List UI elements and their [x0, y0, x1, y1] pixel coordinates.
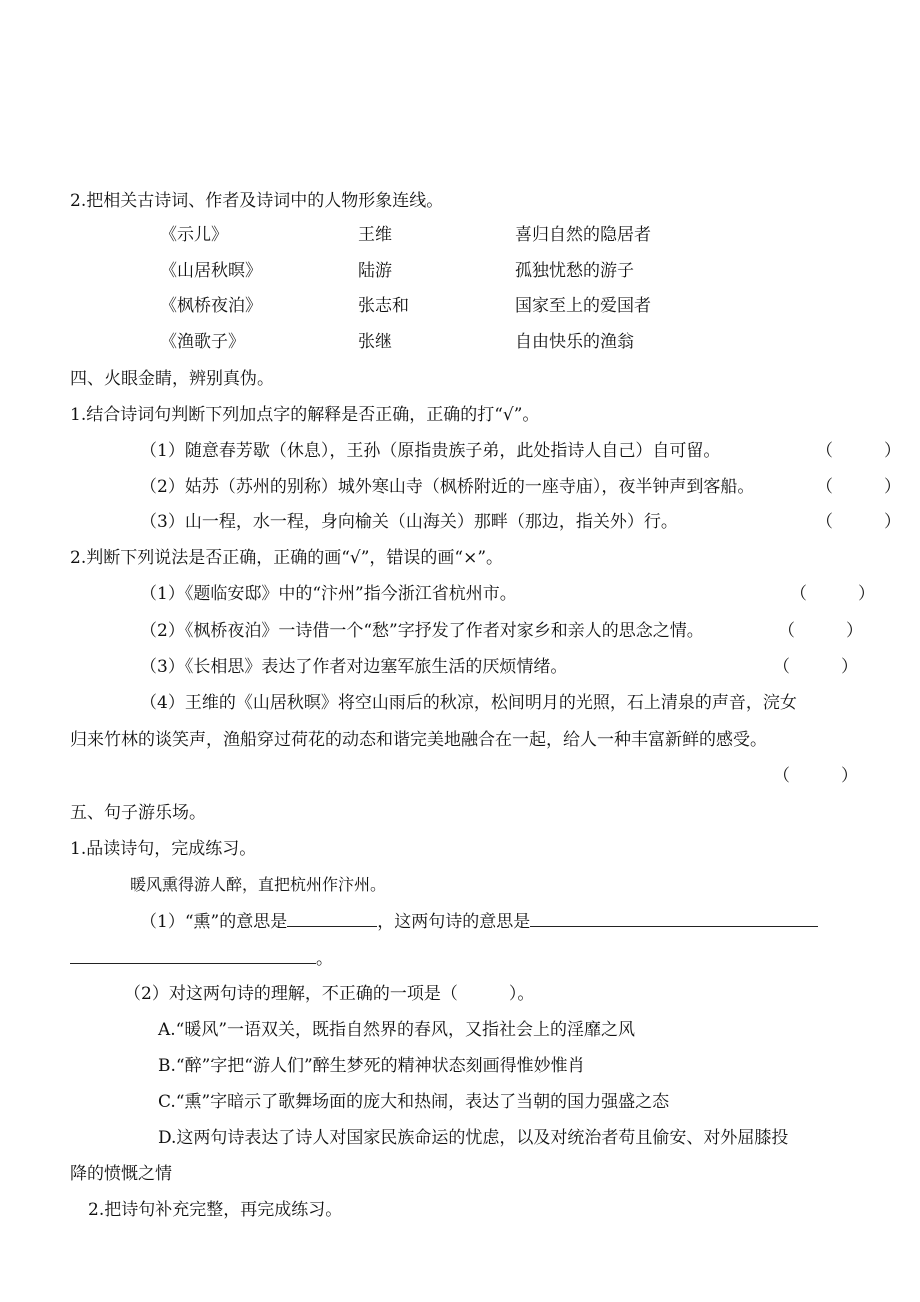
fill-prompt: （1）“熏”的意思是 — [140, 912, 288, 932]
fill-question-1 — [140, 910, 818, 933]
choice-option-c[interactable]: C.“熏”字暗示了歌舞场面的庞大和热闹，表达了当朝的国力强盛之态 — [158, 1092, 670, 1112]
choice-option-b[interactable]: B.“醉”字把“游人们”醉生梦死的精神状态刻画得惟妙惟肖 — [158, 1056, 585, 1076]
section4-heading: 四、火眼金睛，辨别真伪。 — [70, 369, 274, 389]
character-image: 孤独忧愁的游子 — [515, 261, 634, 281]
poem-title: 《枫桥夜泊》 — [160, 296, 262, 316]
poem-title: 《渔歌子》 — [160, 332, 245, 352]
character-image: 自由快乐的渔翁 — [515, 332, 634, 352]
choice-question: （2）对这两句诗的理解，不正确的一项是（ ）。 — [124, 984, 535, 1004]
judge-item: （1）随意春芳歇（休息），王孙（原指贵族子弟，此处指诗人自己）自可留。 — [140, 441, 721, 461]
answer-parentheses[interactable]: （ ） — [773, 766, 858, 786]
author-name: 王维 — [358, 225, 392, 245]
author-name: 陆游 — [358, 261, 392, 281]
fill-blank[interactable] — [70, 947, 316, 964]
fill-question-1-continued — [70, 947, 333, 970]
judge-statement: （3）《长相思》表达了作者对边塞军旅生活的厌烦情绪。 — [140, 657, 568, 677]
author-name: 张继 — [358, 332, 392, 352]
poem-quote: 暖风熏得游人醉，直把杭州作汴州。 — [130, 875, 387, 894]
choice-option-d-continued: 降的愤慨之情 — [70, 1164, 172, 1184]
fill-blank[interactable] — [287, 910, 377, 927]
answer-parentheses[interactable]: （ ） — [773, 657, 858, 677]
character-image: 国家至上的爱国者 — [515, 296, 651, 316]
judge-item: （2）姑苏（苏州的别称）城外寒山寺（枫桥附近的一座寺庙），夜半钟声到客船。 — [140, 477, 755, 497]
choice-option-a[interactable]: A.“暖风”一语双关，既指自然界的春风，又指社会上的淫靡之风 — [158, 1020, 636, 1040]
section5-heading: 五、句子游乐场。 — [70, 803, 206, 823]
answer-parentheses[interactable]: （ ） — [816, 512, 901, 532]
answer-parentheses[interactable]: （ ） — [816, 441, 901, 461]
answer-parentheses[interactable]: （ ） — [816, 477, 901, 497]
section4-q1-title: 1.结合诗词句判断下列加点字的解释是否正确，正确的打“√”。 — [70, 405, 540, 425]
section5-q1-title: 1.品读诗句，完成练习。 — [70, 839, 257, 859]
poem-title: 《示儿》 — [160, 225, 228, 245]
judge-statement: （1）《题临安邸》中的“汴州”指今浙江省杭州市。 — [140, 584, 517, 604]
author-name: 张志和 — [358, 296, 409, 316]
choice-option-d[interactable]: D.这两句诗表达了诗人对国家民族命运的忧虑，以及对统治者苟且偷安、对外屈膝投 — [158, 1128, 789, 1148]
judge-statement: （4）王维的《山居秋暝》将空山雨后的秋凉，松间明月的光照，石上清泉的声音，浣女 — [140, 693, 797, 713]
section5-q2-title: 2.把诗句补充完整，再完成练习。 — [88, 1200, 343, 1220]
section4-q2-title: 2.判断下列说法是否正确，正确的画“√”，错误的画“×”。 — [70, 548, 504, 568]
judge-statement: （2）《枫桥夜泊》一诗借一个“愁”字抒发了作者对家乡和亲人的思念之情。 — [140, 621, 704, 641]
judge-item: （3）山一程，水一程，身向榆关（山海关）那畔（那边，指关外）行。 — [140, 512, 678, 532]
poem-title: 《山居秋暝》 — [160, 261, 262, 281]
answer-parentheses[interactable]: （ ） — [790, 584, 875, 604]
fill-blank[interactable] — [530, 910, 818, 927]
judge-statement-continued: 归来竹林的谈笑声，渔船穿过荷花的动态和谐完美地融合在一起，给人一种丰富新鲜的感受。 — [70, 730, 767, 750]
answer-parentheses[interactable]: （ ） — [778, 621, 863, 641]
character-image: 喜归自然的隐居者 — [515, 225, 651, 245]
q2-connect-title: 2.把相关古诗词、作者及诗词中的人物形象连线。 — [70, 191, 444, 211]
fill-prompt: ，这两句诗的意思是 — [377, 912, 531, 932]
sentence-end: 。 — [316, 949, 333, 969]
